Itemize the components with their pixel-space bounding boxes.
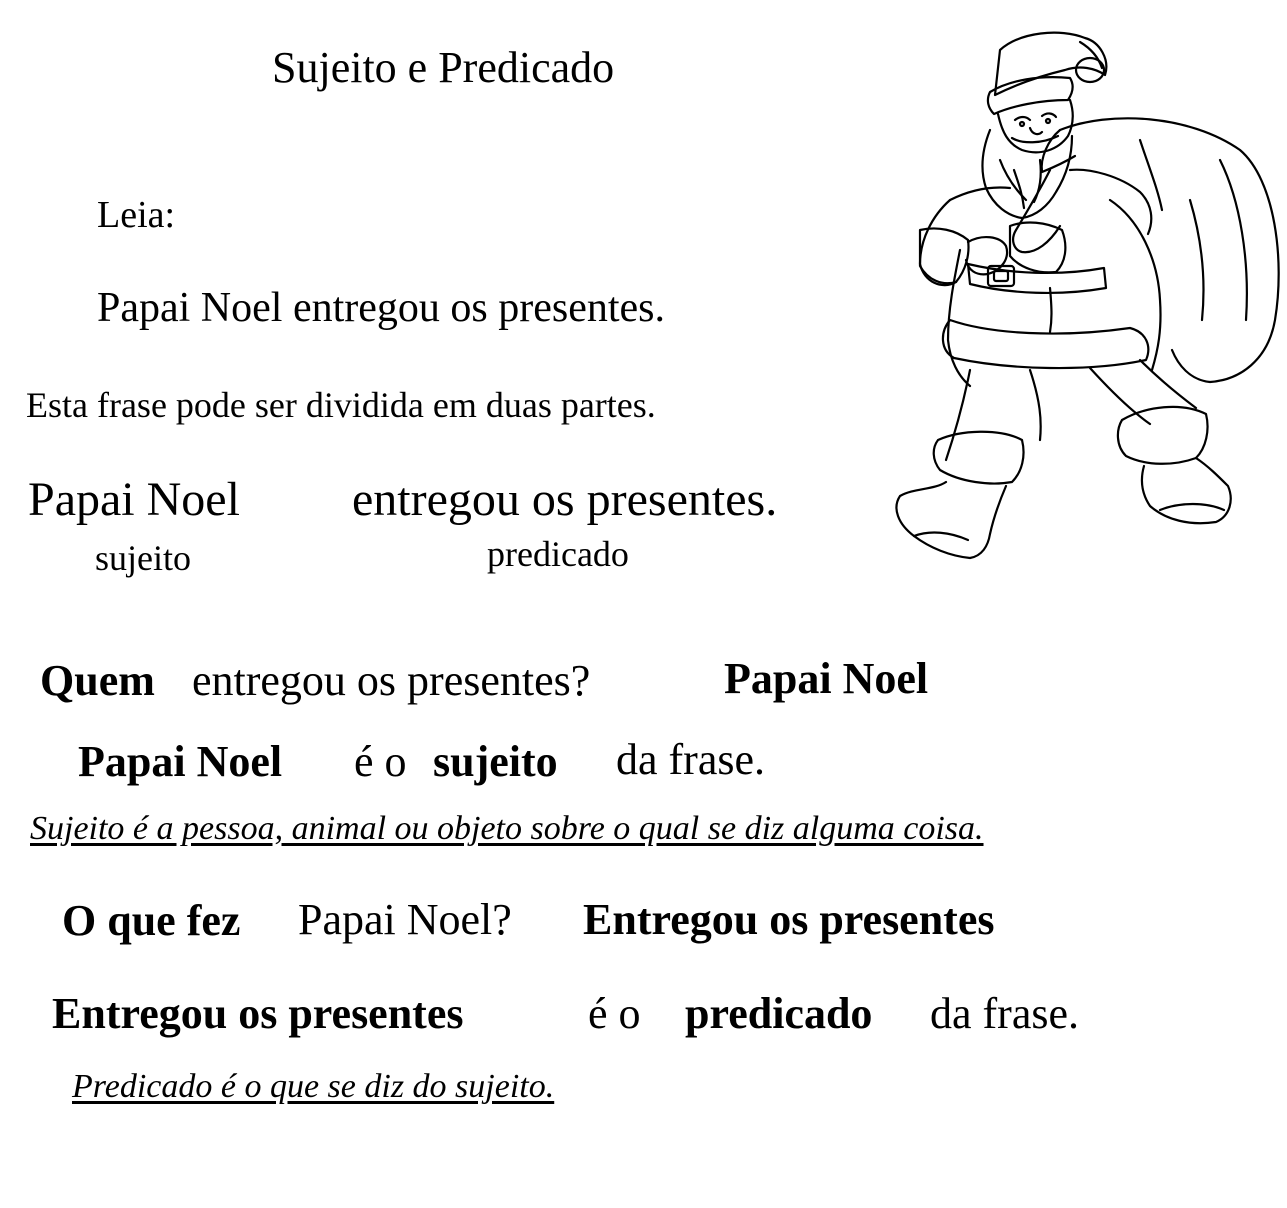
santa-claus-icon <box>890 20 1282 580</box>
predicate-statement-term: predicado <box>685 989 873 1038</box>
instruction-label: Leia: <box>97 194 176 236</box>
subject-statement-subject: Papai Noel <box>78 737 283 786</box>
predicate-question-text: Papai Noel? <box>298 895 512 944</box>
predicate-statement-rest: da frase. <box>930 989 1080 1038</box>
explanation-text: Esta frase pode ser dividida em duas partes. <box>26 385 656 425</box>
subject-statement-rest: da frase. <box>616 735 766 784</box>
predicate-statement-connector: é o <box>588 989 641 1038</box>
subject-statement-connector: é o <box>354 737 407 786</box>
predicate-answer: Entregou os presentes <box>583 895 995 944</box>
example-sentence: Papai Noel entregou os presentes. <box>97 285 666 331</box>
page-title: Sujeito e Predicado <box>272 43 615 92</box>
predicate-question-keyword: O que fez <box>62 896 241 945</box>
subject-question-keyword: Quem <box>40 656 155 705</box>
predicate-statement-predicate: Entregou os presentes <box>52 989 464 1038</box>
subject-statement-term: sujeito <box>433 737 558 786</box>
predicate-definition: Predicado é o que se diz do sujeito. <box>72 1068 555 1105</box>
predicate-label: predicado <box>487 534 629 574</box>
subject-question-text: entregou os presentes? <box>192 656 591 705</box>
subject-phrase: Papai Noel <box>28 473 240 526</box>
subject-answer: Papai Noel <box>724 654 929 703</box>
predicate-phrase: entregou os presentes. <box>352 473 778 526</box>
subject-label: sujeito <box>95 538 191 578</box>
subject-definition: Sujeito é a pessoa, animal ou objeto sobre o qual se diz alguma coisa. <box>30 810 984 847</box>
